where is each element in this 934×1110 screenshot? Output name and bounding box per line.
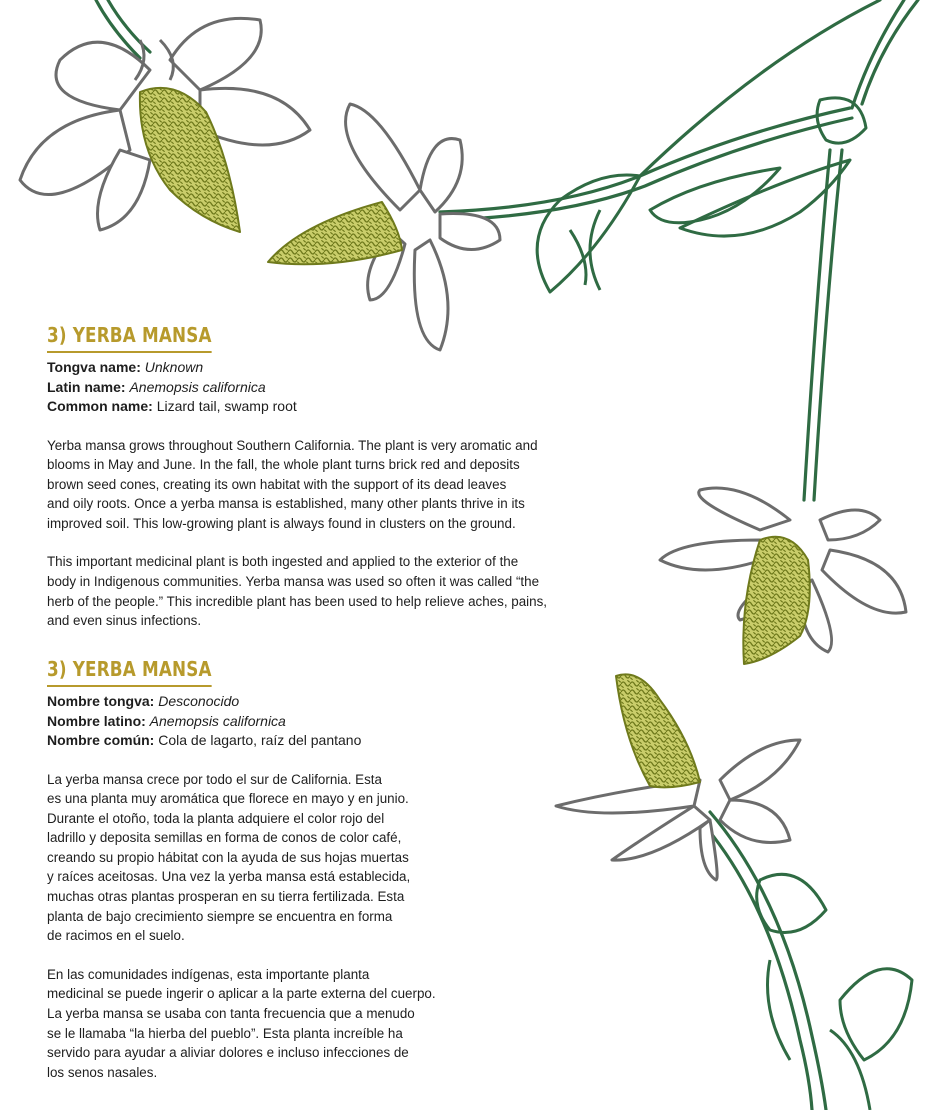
nombre-tongva-label: Nombre tongva:: [47, 693, 155, 709]
text-line: muchas otras plantas prosperan en su tierra fertilizada. Esta: [47, 889, 405, 905]
leaf-2: [570, 210, 600, 290]
text-line: ladrillo y deposita semillas en forma de conos de color café,: [47, 830, 402, 846]
stem-diag-top-b: [862, 0, 918, 104]
english-section: [47, 322, 607, 631]
description-paragraph-en: [47, 436, 607, 534]
text-line: Yerba mansa grows throughout Southern California. The plant is very aromatic and: [47, 437, 538, 453]
nombre-tongva-value: Desconocido: [158, 693, 240, 709]
text-line: brown seed cones, creating its own habitat with the support of its dead leaves: [47, 476, 507, 492]
text-line: and even sinus infections.: [47, 613, 202, 629]
text-line: This important medicinal plant is both ingested and applied to the exterior of the: [47, 554, 519, 570]
text-line: En las comunidades indígenas, esta importante planta: [47, 966, 370, 982]
text-line: planta de bajo crecimiento siempre se encuentra en forma: [47, 908, 393, 924]
text-line: Durante el otoño, toda la planta adquiere el color rojo del: [47, 810, 385, 826]
latin-name-value: Anemopsis californica: [129, 378, 266, 395]
nombre-latino-row: [47, 712, 487, 732]
text-line: blooms in May and June. In the fall, the whole plant turns brick red and deposits: [47, 457, 520, 473]
text-line: de racimos en el suelo.: [47, 928, 185, 944]
text-line: improved soil. This low-growing plant is always found in clusters on the ground.: [47, 515, 516, 531]
flower-center-top: [268, 104, 500, 350]
leaf-8: [830, 1030, 870, 1110]
spanish-section: [47, 656, 487, 1082]
latin-name-row: [47, 378, 607, 398]
section-heading-en: 3) YERBA MANSA: [47, 322, 212, 353]
text-line: La yerba mansa crece por todo el sur de California. Esta: [47, 771, 382, 787]
text-line: body in Indigenous communities. Yerba mansa was used so often it was called “the: [47, 574, 540, 590]
tongva-name-row: [47, 358, 607, 378]
text-line: servido para ayudar a aliviar dolores e incluso infecciones de: [47, 1045, 409, 1061]
cone-bottom-right: [616, 674, 700, 787]
flower-bottom-right: [556, 674, 800, 880]
text-line: es una planta muy aromática que florece en mayo y en junio.: [47, 791, 409, 807]
leaf-9: [768, 960, 791, 1060]
text-line: and oily roots. Once a yerba mansa is established, many other plants thrive in its: [47, 496, 525, 512]
stem-diag-top: [852, 0, 904, 108]
description-paragraph-es: [47, 770, 487, 946]
nombre-latino-value: Anemopsis californica: [149, 712, 286, 729]
tongva-name-value: Unknown: [144, 359, 204, 375]
tongva-name-label: Tongva name:: [47, 359, 141, 375]
nombre-tongva-row: [47, 692, 487, 712]
common-name-label: Common name:: [47, 398, 153, 414]
nombre-comun-label: Nombre común:: [47, 732, 155, 748]
nombre-comun-row: [47, 731, 487, 751]
text-line: creando su propio hábitat con la ayuda de sus hojas muertas: [47, 849, 409, 865]
text-line: medicinal se puede ingerir o aplicar a la parte externa del cuerpo.: [47, 986, 436, 1002]
nombre-latino-label: Nombre latino:: [47, 712, 146, 729]
text-line: y raíces aceitosas. Una vez la yerba mansa está establecida,: [47, 869, 411, 885]
flower-right-middle: [660, 488, 906, 664]
text-line: herb of the people.” This incredible plant has been used to help relieve aches, pains,: [47, 593, 547, 609]
nombre-comun-value: Cola de lagarto, raíz del pantano: [158, 732, 362, 748]
text-line: La yerba mansa se usaba con tanta frecuencia que a menudo: [47, 1006, 415, 1022]
section-heading-es: 3) YERBA MANSA: [47, 656, 212, 687]
common-name-value: Lizard tail, swamp root: [156, 398, 297, 414]
text-line: los senos nasales.: [47, 1064, 158, 1080]
flower-top-left: [20, 18, 310, 232]
medicinal-paragraph-en: [47, 552, 607, 630]
latin-name-label: Latin name:: [47, 378, 126, 395]
common-name-row: [47, 397, 607, 417]
text-line: se le llamaba “la hierba del pueblo”. Esta planta increíble ha: [47, 1025, 403, 1041]
stem-diag-mid: [640, 0, 880, 176]
cone-center-top: [268, 202, 402, 264]
stem-vertical-b: [814, 150, 842, 500]
medicinal-paragraph-es: [47, 965, 487, 1083]
leaf-7: [840, 969, 912, 1060]
stem-main-horizontal: [440, 108, 850, 212]
